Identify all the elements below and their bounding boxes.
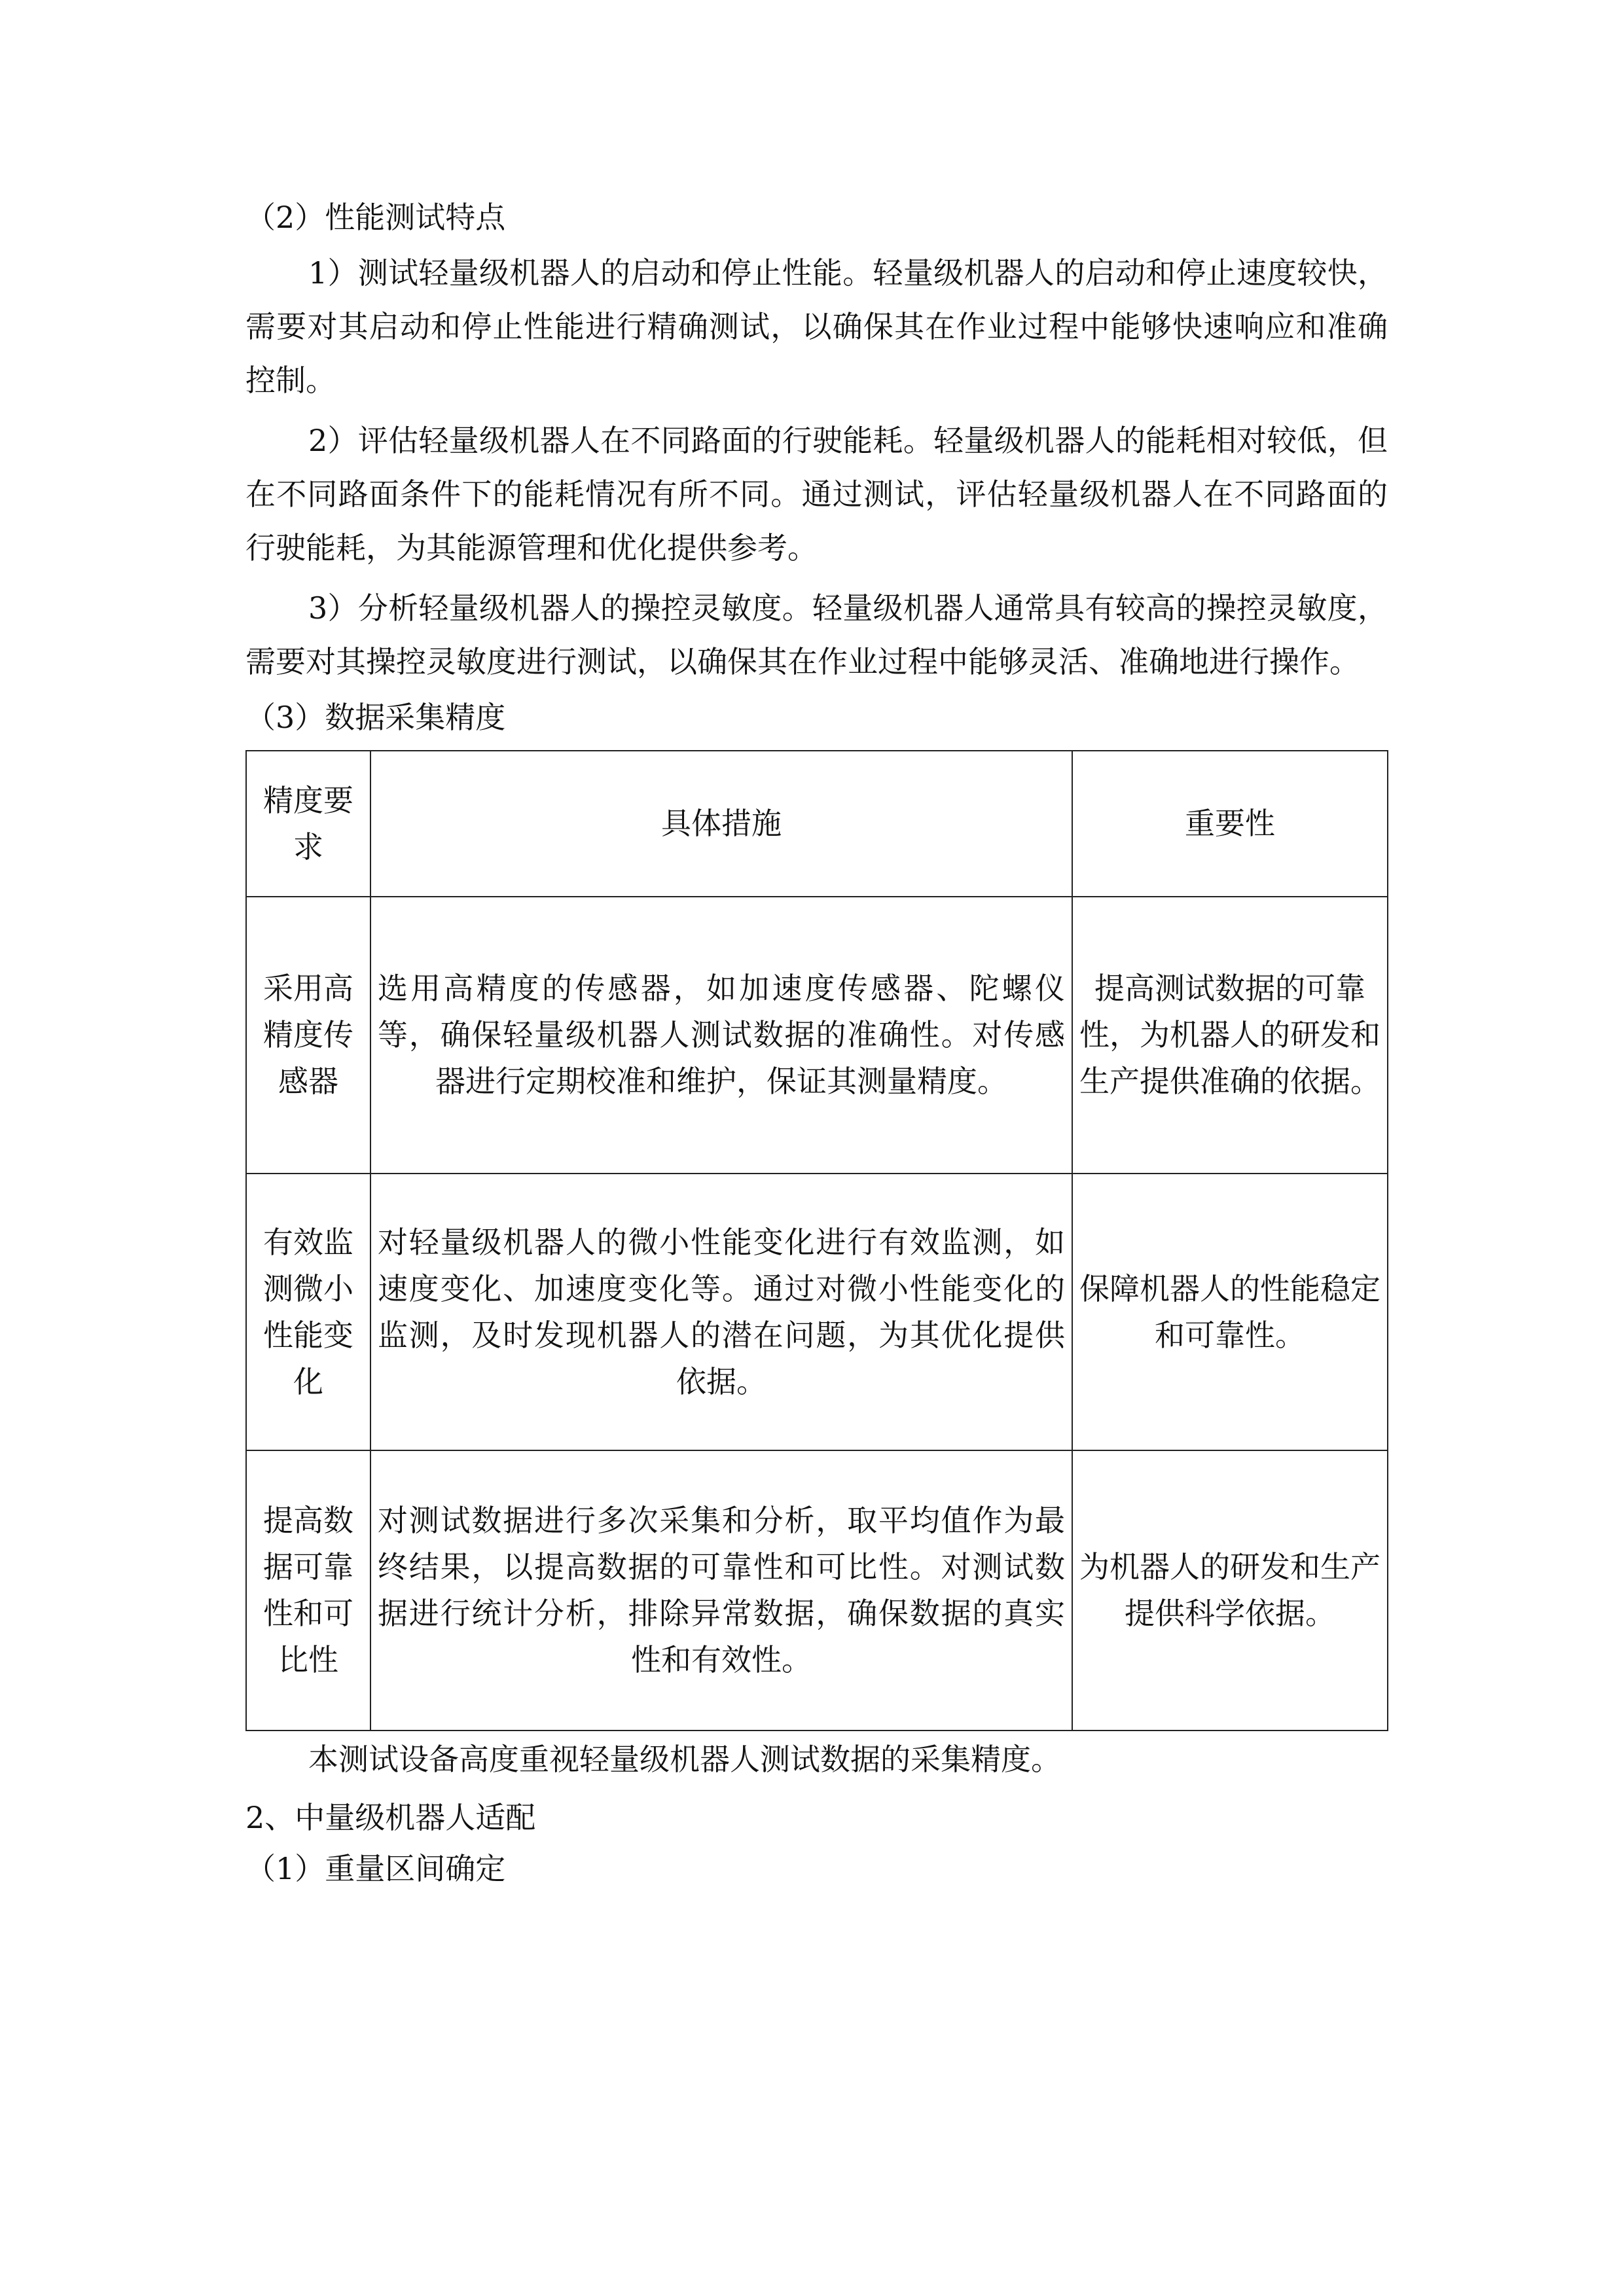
section-heading-accuracy: （3）数据采集精度 bbox=[245, 700, 506, 735]
table-row bbox=[246, 1450, 1388, 1731]
accuracy-table bbox=[245, 750, 1388, 1731]
cell-measures: 对轻量级机器人的微小性能变化进行有效监测，如速度变化、加速度变化等。通过对微小性能变化的监测，及时发现机器人的潜在问题，为其优化提供依据。 bbox=[370, 1174, 1072, 1450]
cell-measures: 选用高精度的传感器，如加速度传感器、陀螺仪等，确保轻量级机器人测试数据的准确性。对传感器进行定期校准和维护，保证其测量精度。 bbox=[370, 897, 1072, 1174]
paragraph-start-stop: 1）测试轻量级机器人的启动和停止性能。轻量级机器人的启动和停止速度较快，需要对其启动和停止性能进行精确测试，以确保其在作业过程中能够快速响应和准确控制。 bbox=[245, 255, 1388, 398]
header-requirement: 精度要求 bbox=[246, 751, 370, 897]
section-heading-performance: （2）性能测试特点 bbox=[245, 200, 506, 235]
cell-measures: 对测试数据进行多次采集和分析，取平均值作为最终结果，以提高数据的可靠性和可比性。对测试数据进行统计分析，排除异常数据，确保数据的真实性和有效性。 bbox=[370, 1450, 1072, 1731]
table-header-row bbox=[246, 751, 1388, 897]
cell-requirement: 采用高精度传感器 bbox=[246, 897, 370, 1174]
header-measures: 具体措施 bbox=[370, 751, 1072, 897]
paragraph-sensitivity: 3）分析轻量级机器人的操控灵敏度。轻量级机器人通常具有较高的操控灵敏度，需要对其操控灵敏度进行测试，以确保其在作业过程中能够灵活、准确地进行操作。 bbox=[245, 590, 1388, 679]
subheading-weight-range: （1）重量区间确定 bbox=[245, 1851, 506, 1886]
cell-importance: 为机器人的研发和生产提供科学依据。 bbox=[1072, 1450, 1388, 1731]
table-row bbox=[246, 897, 1388, 1174]
header-importance: 重要性 bbox=[1072, 751, 1388, 897]
paragraph-energy: 2）评估轻量级机器人在不同路面的行驶能耗。轻量级机器人的能耗相对较低，但在不同路面条件下的能耗情况有所不同。通过测试，评估轻量级机器人在不同路面的行驶能耗，为其能源管理和优化提供参考。 bbox=[245, 423, 1388, 565]
cell-importance: 保障机器人的性能稳定和可靠性。 bbox=[1072, 1174, 1388, 1450]
cell-requirement: 提高数据可靠性和可比性 bbox=[246, 1450, 370, 1731]
cell-importance: 提高测试数据的可靠性，为机器人的研发和生产提供准确的依据。 bbox=[1072, 897, 1388, 1174]
table-summary-text: 本测试设备高度重视轻量级机器人测试数据的采集精度。 bbox=[308, 1742, 1061, 1777]
section-heading-medium-robot: 2、中量级机器人适配 bbox=[245, 1800, 536, 1835]
document-page bbox=[245, 196, 1388, 1890]
table-row bbox=[246, 1174, 1388, 1450]
cell-requirement: 有效监测微小性能变化 bbox=[246, 1174, 370, 1450]
